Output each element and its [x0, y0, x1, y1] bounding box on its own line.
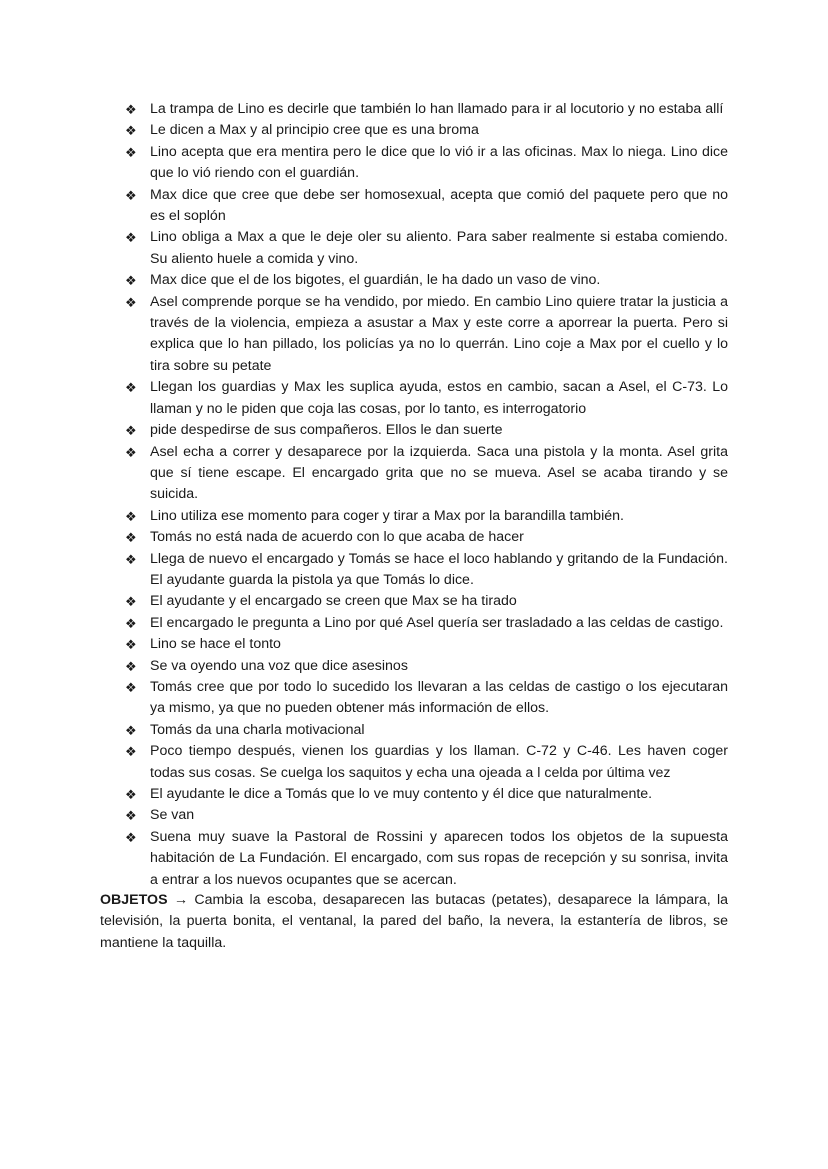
diamond-bullet-icon: ❖	[125, 187, 137, 203]
diamond-bullet-icon: ❖	[125, 508, 137, 524]
list-item-text: Asel echa a correr y desaparece por la izquierda. Saca una pistola y la monta. Asel grita que sí tiene escape. El encargado grita que no se mueva. Asel se acaba tirando y se suicida.	[150, 443, 728, 503]
diamond-bullet-icon: ❖	[125, 722, 137, 738]
diamond-bullet-icon: ❖	[125, 102, 137, 117]
list-item	[124, 506, 728, 527]
list-item	[124, 784, 728, 805]
list-item-text: El encargado le pregunta a Lino por qué Asel quería ser trasladado a las celdas de castigo.	[150, 614, 724, 631]
diamond-bullet-icon: ❖	[125, 615, 137, 631]
list-item	[124, 377, 728, 420]
list-item	[124, 827, 728, 891]
list-item-text: Lino acepta que era mentira pero le dice que lo vió ir a las oficinas. Max lo niega. Lino dice que lo vió riendo con el guardián.	[150, 143, 728, 182]
list-item-text: pide despedirse de sus compañeros. Ellos le dan suerte	[150, 422, 503, 439]
list-item	[124, 549, 728, 592]
diamond-bullet-icon: ❖	[125, 551, 137, 567]
diamond-bullet-icon: ❖	[125, 744, 137, 760]
diamond-bullet-icon: ❖	[125, 594, 137, 610]
diamond-bullet-icon: ❖	[125, 829, 137, 845]
list-item	[124, 634, 728, 655]
list-item-text: Llega de nuevo el encargado y Tomás se hace el loco hablando y gritando de la Fundación. El ayudante guarda la pistola ya que Tomás lo dice.	[150, 550, 728, 588]
list-item	[124, 292, 728, 378]
diamond-bullet-icon: ❖	[125, 787, 137, 802]
diamond-bullet-icon: ❖	[125, 637, 137, 653]
list-item-text: Tomás da una charla motivacional	[150, 721, 365, 738]
objetos-paragraph	[100, 890, 728, 954]
list-item-text: El ayudante y el encargado se creen que Max se ha tirado	[150, 593, 517, 610]
list-item-text: Max dice que el de los bigotes, el guardián, le ha dado un vaso de vino.	[150, 272, 601, 289]
list-item-text: Se van	[150, 807, 195, 824]
list-item	[124, 527, 728, 548]
list-item	[124, 99, 728, 120]
list-item-text: Tomás cree que por todo lo sucedido los llevaran a las celdas de castigo o los ejecutaran ya mismo, ya que no pueden obtener más información de ellos.	[150, 678, 728, 717]
list-item	[124, 613, 728, 634]
list-item	[124, 677, 728, 720]
list-item-text: Le dicen a Max y al principio cree que es una broma	[150, 122, 479, 139]
list-item-text: Lino obliga a Max a que le deje oler su aliento. Para saber realmente si estaba comiendo. Su aliento huele a comida y vino.	[150, 229, 728, 267]
list-item-text: Suena muy suave la Pastoral de Rossini y aparecen todos los objetos de la supuesta habitación de La Fundación. El encargado, com sus ropas de recepción y su sonrisa, invita a entrar a los nuevos ocupantes que se acercan.	[150, 828, 728, 888]
list-item	[124, 591, 728, 612]
list-item	[124, 656, 728, 677]
diamond-bullet-icon: ❖	[125, 423, 137, 439]
list-item-text: Tomás no está nada de acuerdo con lo que acaba de hacer	[150, 529, 524, 546]
list-item	[124, 120, 728, 141]
diamond-bullet-icon: ❖	[125, 294, 137, 310]
objetos-text: Cambia la escoba, desaparecen las butacas (petates), desaparece la lámpara, la televisión, la puerta bonita, el ventanal, la pared del baño, la nevera, la estantería de libros, se mantiene la taquilla.	[100, 892, 728, 951]
list-item-text: Se va oyendo una voz que dice asesinos	[150, 657, 408, 674]
diamond-bullet-icon: ❖	[125, 273, 137, 289]
diamond-bullet-icon: ❖	[125, 530, 137, 546]
list-item-text: Poco tiempo después, vienen los guardias y los llaman. C-72 y C-46. Les haven coger todas sus cosas. Se cuelga los saquitos y echa una ojeada a l celda por última vez	[150, 743, 728, 781]
objetos-arrow: →	[173, 892, 189, 908]
diamond-bullet-icon: ❖	[125, 808, 137, 824]
list-item-text: Asel comprende porque se ha vendido, por miedo. En cambio Lino quiere tratar la justicia a través de la violencia, empieza a asustar a Max y este corre a aporrear la puerta. Pero si explica que lo han pillado, los policías ya no lo querrán. Lino coje a Max por el cuello y lo tira sobre su petate	[150, 293, 728, 374]
diamond-bullet-icon: ❖	[125, 380, 137, 396]
list-item-text: Llegan los guardias y Max les suplica ayuda, estos en cambio, sacan a Asel, el C-73. Lo llaman y no le piden que coja las cosas, por lo tanto, es interrogatorio	[150, 379, 728, 417]
list-item-text: Max dice que cree que debe ser homosexual, acepta que comió del paquete pero que no es el soplón	[150, 186, 728, 225]
list-item	[124, 227, 728, 270]
list-item	[124, 442, 728, 506]
objetos-label: OBJETOS	[100, 892, 168, 908]
list-item	[124, 741, 728, 784]
diamond-bullet-icon: ❖	[125, 230, 137, 246]
diamond-bullet-icon: ❖	[125, 123, 137, 139]
list-item-text: La trampa de Lino es decirle que también lo han llamado para ir al locutorio y no estaba allí	[150, 101, 724, 117]
list-item	[124, 420, 728, 441]
list-item-text: El ayudante le dice a Tomás que lo ve muy contento y él dice que naturalmente.	[150, 786, 653, 802]
list-item-text: Lino se hace el tonto	[150, 636, 281, 653]
bullet-list	[124, 99, 728, 891]
diamond-bullet-icon: ❖	[125, 444, 137, 460]
diamond-bullet-icon: ❖	[125, 679, 137, 695]
list-item	[124, 720, 728, 741]
diamond-bullet-icon: ❖	[125, 658, 137, 674]
list-item	[124, 805, 728, 826]
list-item	[124, 270, 728, 291]
list-item	[124, 185, 728, 228]
diamond-bullet-icon: ❖	[125, 144, 137, 160]
list-item	[124, 142, 728, 185]
list-item-text: Lino utiliza ese momento para coger y tirar a Max por la barandilla también.	[150, 507, 624, 524]
